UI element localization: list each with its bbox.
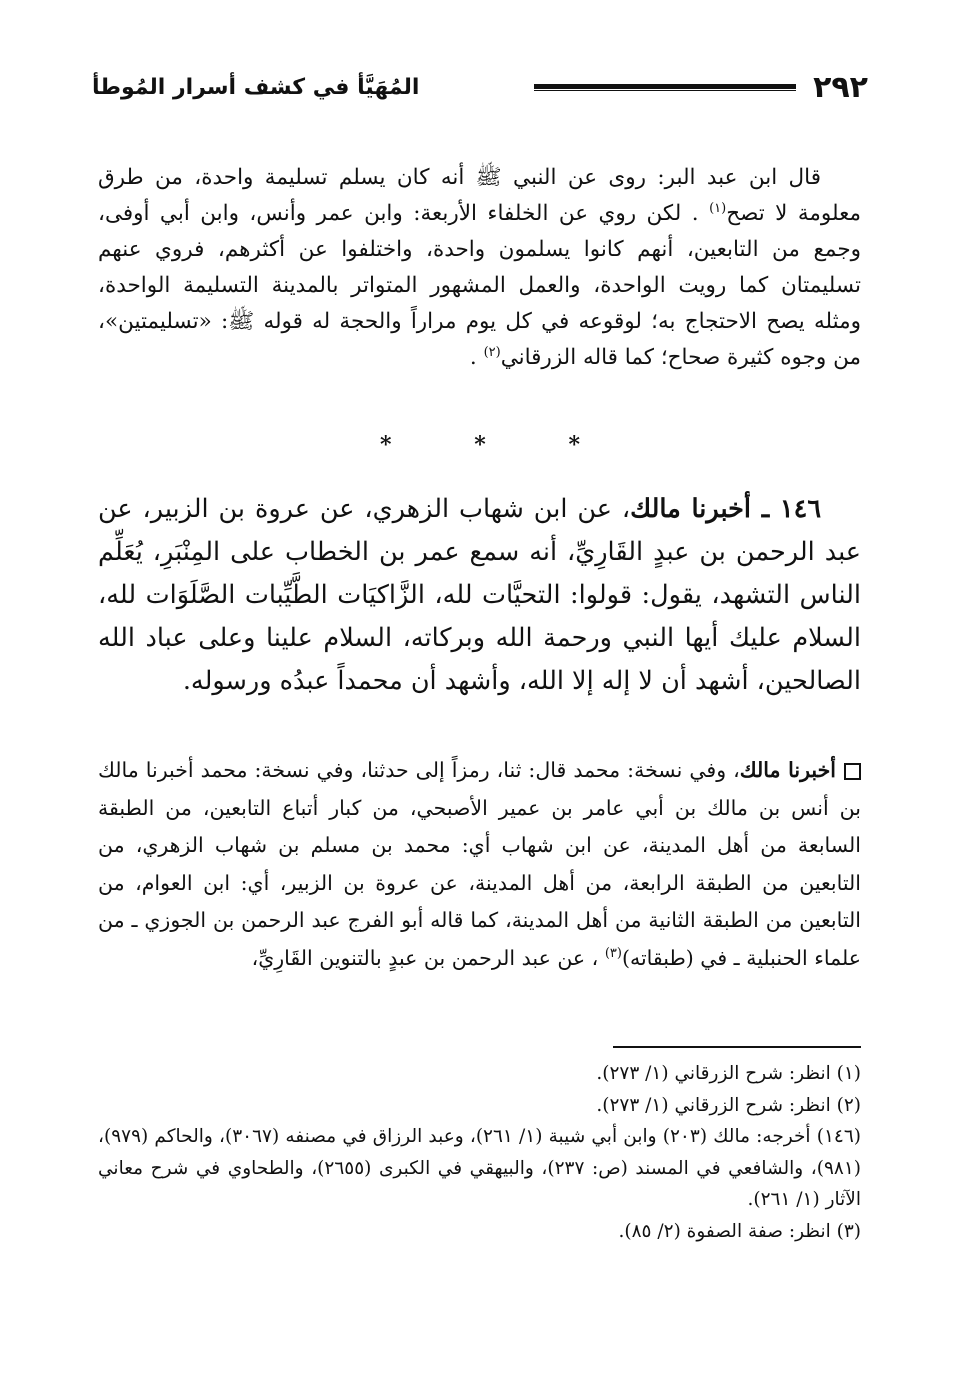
hadith-146 [98,488,861,703]
paragraph-ibn-abd-al-barr [98,160,861,376]
hadith-number: ١٤٦ ـ [751,494,822,524]
hadith-lead: أخبرنا مالك [630,494,752,524]
paragraph-text-b: . لكن روي عن الخلفاء الأربعة: وابن عمر وأنس، وابن أبي أوفى، وجمع من التابعين، أنهم كانوا يسلمون واحدة، واختلفوا عن أكثرهم، فروي عنهم تسليمتان كما رويت الواحدة، والعمل المشهور المتواتر بالمدينة التسليمة الواحدة، ومثله يصح الاحتجاج به؛ لوقوعه في كل يوم مراراً والحجة له قوله ﷺ: «تسليمتين»، من وجوه كثيرة صحاح؛ كما قاله الزرقاني [98,201,861,370]
footnote-separator [613,1046,861,1048]
footnote-1: (١) انظر: شرح الزرقاني (١/ ٢٧٣). [596,1063,861,1084]
paragraph-text-a: قال ابن عبد البر: روى عن النبي ﷺ أنه كان يسلم تسليمة واحدة، من طرق معلومة لا تصح [98,165,862,226]
commentary-lead: أخبرنا مالك [739,758,836,782]
square-bullet-icon [844,763,861,780]
footnote-146: (١٤٦) أخرجه: مالك (٢٠٣) وابن أبي شيبة (١/ ٢٦١)، وعبد الرزاق في مصنفه (٣٠٦٧)، والحاكم (٩٧٩)، (٩٨١)، والشافعي في المسند (ص: ٢٣٧)، والبيهقي في الكبرى (٢٦٥٥)، والطحاوي في شرح معاني الآثار (١/ ٢٦١). [98,1126,861,1210]
hadith-text: ، عن ابن شهاب الزهري، عن عروة بن الزبير، عن عبد الرحمن بن عبدٍ القَارِيِّ، أنه سمع عمر بن الخطاب على المِنْبَرِ، يُعَلِّم الناس التشهد، يقول: قولوا: التحيَّات لله، الزَّاكيَات الطَّيِّبات الصَّلَوَات لله، السلام عليك أيها النبي ورحمة الله وبركاته، السلام علينا وعلى عباد الله الصالحين، أشهد أن لا إله إلا الله، وأشهد أن محمداً عبدُه ورسوله. [98,494,861,696]
book-title: المُهَيَّأ في كشف أسرار المُوطأ [92,75,420,100]
footnote-ref-3: (٣) [604,945,622,961]
commentary [98,752,861,977]
footnote-ref-1: (١) [709,200,727,216]
page-number: ٢٩٢ [813,70,868,105]
star-icon: * [568,432,580,458]
footnote-2: (٢) انظر: شرح الزرقاني (١/ ٢٧٣). [596,1094,861,1116]
footnote-3: (٣) انظر: صفة الصفوة (٢/ ٨٥). [618,1220,861,1242]
paragraph-text-c: . [469,345,484,370]
section-separator [380,432,580,458]
commentary-text-a: ، وفي نسخة: محمد قال: ثنا، رمزاً إلى حدثنا، وفي نسخة: محمد أخبرنا مالك بن أنس بن مالك بن أبي عامر بن عمير الأصبحي، من كبار أتباع التابعين، من الطبقة السابعة من أهل المدينة، عن ابن شهاب أي: محمد بن مسلم بن شهاب الزهري، من التابعين من الطبقة الرابعة، من أهل المدينة، عن عروة بن الزبير، أي: ابن العوام، من التابعين من الطبقة الثانية من أهل المدينة، كما قاله أبو الفرج عبد الرحمن بن الجوزي ـ من علماء الحنبلية ـ في (طبقاته) [98,758,861,970]
header-rule [534,84,796,89]
star-icon: * [380,432,392,458]
footnotes [98,1058,861,1247]
page-header [92,62,868,114]
star-icon: * [474,432,486,458]
footnote-ref-2: (٢) [483,344,501,360]
commentary-text-b: ، عن عبد الرحمن بن عبدٍ بالتنوين القَارِيِّ، [251,945,605,970]
